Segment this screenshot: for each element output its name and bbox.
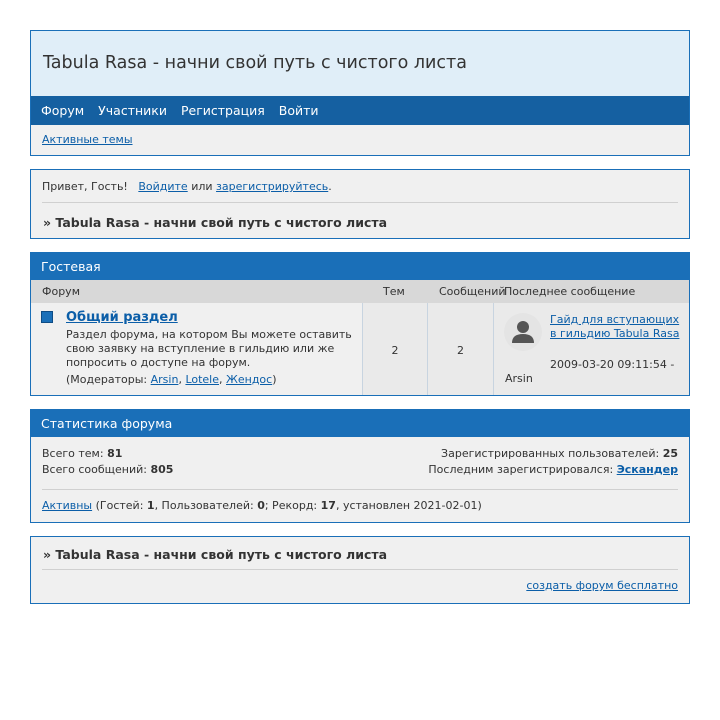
online-record-date: , установлен 2021-02-01)	[335, 499, 482, 512]
registered-users-label: Зарегистрированных пользователей:	[441, 447, 660, 460]
online-guests-label: (Гостей:	[95, 499, 144, 512]
forum-moderators: (Модераторы: Arsin, Lotele, Жендос)	[66, 373, 277, 386]
forum-info-cell	[31, 303, 362, 395]
col-posts: Сообщений	[439, 285, 506, 298]
newest-user-link[interactable]: Эскандер	[616, 463, 678, 476]
col-last-post: Последнее сообщение	[504, 285, 636, 298]
online-users-label: , Пользователей:	[154, 499, 254, 512]
moderator-link[interactable]: Arsin	[150, 373, 179, 386]
col-forum: Форум	[42, 285, 80, 298]
online-stats	[42, 499, 482, 512]
last-post-cell	[493, 303, 689, 395]
total-posts-value: 805	[150, 463, 174, 476]
online-users-value: 0	[257, 499, 265, 512]
last-post-author: Arsin	[505, 372, 533, 385]
online-link[interactable]: Активны	[42, 499, 93, 512]
forum-header	[30, 30, 690, 156]
period-text: .	[328, 180, 332, 193]
greeting-text: Привет, Гость!	[42, 180, 128, 193]
online-record-label: ; Рекорд:	[264, 499, 318, 512]
login-link[interactable]: Войдите	[138, 180, 188, 193]
forum-status-icon	[41, 311, 53, 323]
total-topics	[42, 446, 173, 462]
site-title: Tabula Rasa - начни свой путь с чистого листа	[31, 31, 689, 96]
nav-register[interactable]: Регистрация	[180, 103, 265, 118]
moderator-link[interactable]: Lotele	[185, 373, 220, 386]
nav-members[interactable]: Участники	[98, 103, 167, 118]
mods-suffix: )	[272, 373, 277, 386]
forum-row	[31, 303, 689, 395]
user-avatar-icon	[504, 313, 542, 351]
divider	[42, 489, 678, 490]
create-forum-link[interactable]: создать форум бесплатно	[526, 579, 678, 592]
topics-count: 2	[362, 303, 428, 395]
welcome-message	[42, 180, 332, 193]
stats-title: Статистика форума	[31, 410, 689, 437]
stats-right	[428, 446, 678, 478]
footer-block	[30, 536, 690, 604]
registered-users	[428, 446, 678, 462]
newest-user-label: Последним зарегистрировался:	[428, 463, 614, 476]
registered-users-value: 25	[662, 447, 678, 460]
footer-breadcrumb: » Tabula Rasa - начни свой путь с чистого листа	[43, 547, 388, 562]
forum-link[interactable]: Общий раздел	[66, 310, 178, 325]
total-posts	[42, 462, 173, 478]
total-topics-label: Всего тем:	[42, 447, 104, 460]
breadcrumb: » Tabula Rasa - начни свой путь с чистого листа	[43, 215, 388, 230]
table-header	[31, 280, 689, 303]
total-topics-value: 81	[107, 447, 123, 460]
online-record-value: 17	[320, 499, 336, 512]
mods-prefix: (Модераторы:	[66, 373, 148, 386]
welcome-block	[30, 169, 690, 239]
category-title: Гостевая	[31, 253, 689, 280]
active-topics-bar	[31, 125, 689, 154]
stats-left	[42, 446, 173, 478]
last-post-link[interactable]: Гайд для вступающих в гильдию Tabula Rasa	[550, 313, 680, 340]
posts-count: 2	[428, 303, 493, 395]
online-guests-value: 1	[146, 499, 155, 512]
nav-login[interactable]: Войти	[278, 103, 319, 118]
active-topics-link[interactable]: Активные темы	[42, 133, 133, 146]
col-topics: Тем	[383, 285, 405, 298]
nav-forum[interactable]: Форум	[41, 103, 85, 118]
forum-description: Раздел форума, на котором Вы можете оставить свою заявку на вступление в гильдию или же попросить о доступе на форум.	[66, 328, 352, 369]
category-block	[30, 252, 690, 396]
newest-user	[428, 462, 678, 478]
stats-block	[30, 409, 690, 523]
or-text: или	[191, 180, 213, 193]
moderator-link[interactable]: Жендос	[226, 373, 273, 386]
divider	[42, 202, 678, 203]
register-link[interactable]: зарегистрируйтесь	[216, 180, 329, 193]
total-posts-label: Всего сообщений:	[42, 463, 147, 476]
main-nav	[31, 96, 689, 125]
last-post-date: 2009-03-20 09:11:54 -	[550, 358, 675, 371]
divider	[42, 569, 678, 570]
